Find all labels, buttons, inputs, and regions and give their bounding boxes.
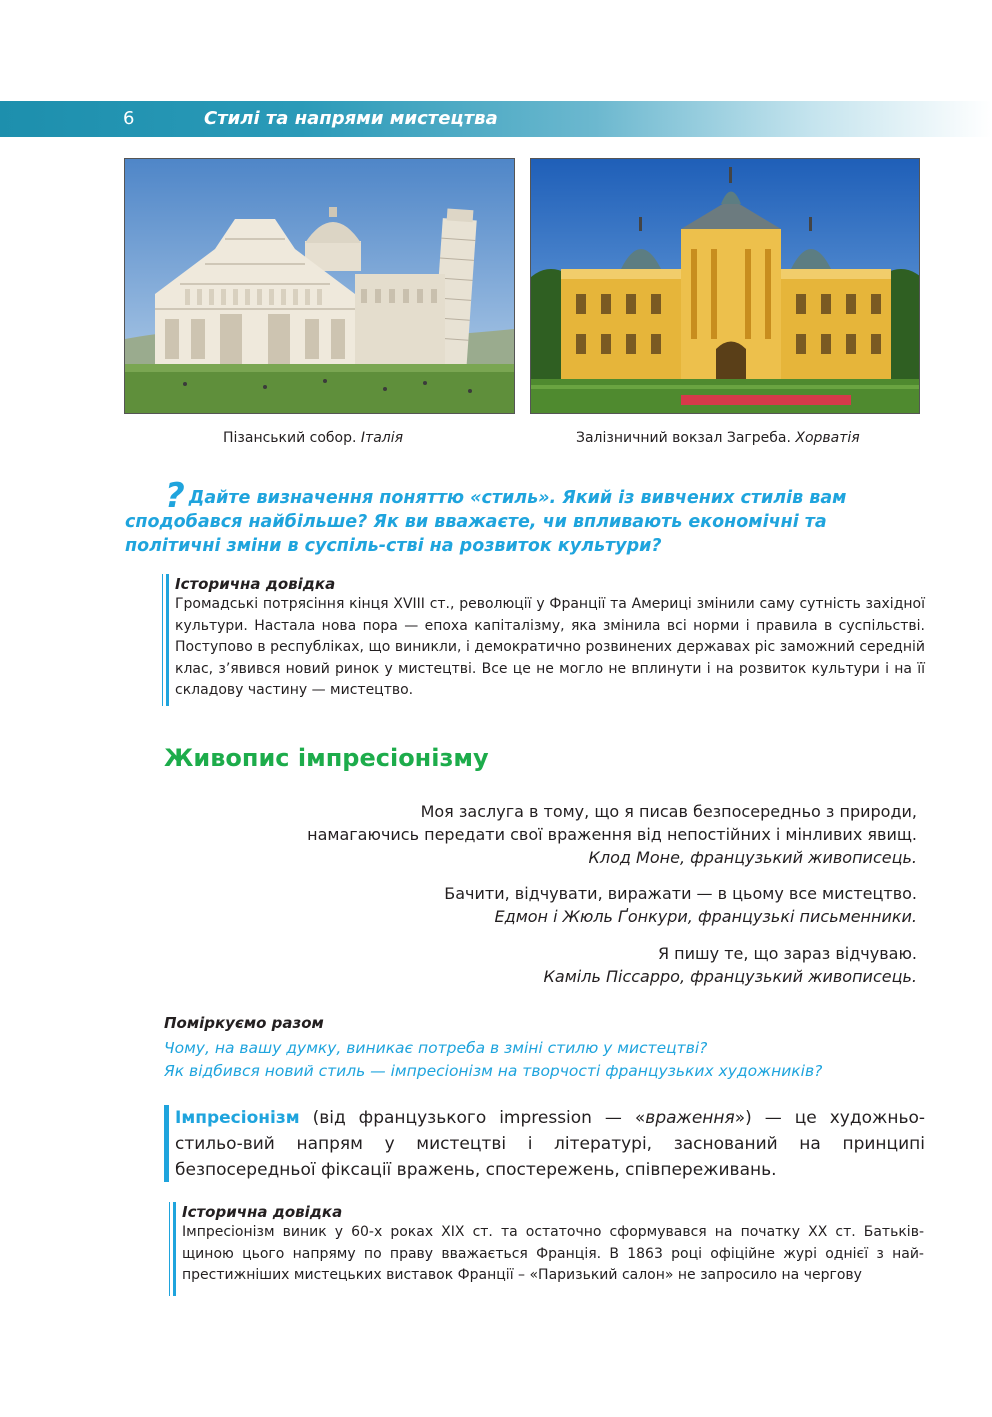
question-mark-icon: ? [165,476,185,516]
think-together-question: Чому, на вашу думку, виникає потреба в зміні стилю у мистецтві? [164,1039,708,1057]
question-text: Дайте визначення поняттю «стиль». Який із вивчених стилів вам сподобався найбільше? Як ви вважаєте, чи впливають економічні та політичні зміни в суспіль-стві на розвиток культури? [125,488,847,556]
epigraph-author: Каміль Піссарро, французький живописець. [543,967,917,986]
photo-caption-right [576,430,860,446]
historical-note [173,1202,924,1296]
epigraph-line: Я пишу те, що зараз відчуваю. [657,944,917,963]
historical-note-text: Імпресіонізм виник у 60-х роках XIX ст. та остаточно сформувався на початку XX ст. Батьків-щиною цього напряму по праву вважається Франція. В 1863 році офіційне журі однієї з най-престижніших мистецьких виставок Франції – «Паризький салон» не запросило на чергову [182,1224,924,1283]
pisa-cathedral-photo [124,158,515,414]
caption-left-text: Пізанський собор. [223,430,357,446]
epigraph-monet [237,800,917,869]
definition-text [175,1105,925,1183]
epigraph-author: Клод Моне, французький живописець. [588,848,917,867]
historical-note [166,574,925,706]
historical-note-title: Історична довідка [182,1203,343,1221]
epigraph-author: Едмон і Жюль Ґонкури, французькі письменники. [494,907,917,926]
running-header-title: Стилі та напрями мистецтва [204,108,498,129]
epigraph-line: Моя заслуга в тому, що я писав безпосередньо з природи, [420,802,917,821]
definition-italic: враження [645,1108,735,1128]
think-together-question: Як відбився новий стиль — імпресіонізм на творчості французьких художників? [164,1062,823,1080]
think-together-title: Поміркуємо разом [164,1014,324,1032]
section-title: Живопис імпресіонізму [164,744,489,772]
epigraph-line: Бачити, відчувати, виражати — в цьому все мистецтво. [444,884,917,903]
caption-right-text: Залізничний вокзал Загреба. [576,430,791,446]
review-question [125,476,925,558]
zagreb-station-photo [530,158,920,414]
page-number: 6 [123,108,135,129]
epigraph-line: намагаючись передати свої враження від непостійних і мінливих явищ. [307,825,917,844]
photo-caption-left [223,430,403,446]
definition-box [164,1105,925,1182]
definition-part: (від французького impression — « [299,1108,646,1128]
definition-term: Імпресіонізм [175,1108,300,1128]
caption-right-country: Хорватія [795,430,860,446]
historical-note-text: Громадські потрясіння кінця XVIII ст., революції у Франції та Америці змінили саму сутність західної культури. Настала нова пора — епоха капіталізму, яка змінила всі норми і правила в суспільстві. Поступово в республіках, що виникли, і демократично розвинених державах ріс заможний середній клас, з’явився новий ринок у мистецтві. Все це не могло не вплинути і на розвиток культури і на її складову частину — мистецтво. [175,596,925,698]
epigraph-goncourt [237,882,917,928]
epigraph-pissarro [237,942,917,988]
definition-part: ») — це художньо-стильо-вий напрям у мистецтві і літературі, заснований на принципі безпосередньої фіксації вражень, спостережень, співпереживань. [175,1108,925,1180]
caption-left-country: Італія [360,430,404,446]
historical-note-title: Історична довідка [175,575,336,593]
